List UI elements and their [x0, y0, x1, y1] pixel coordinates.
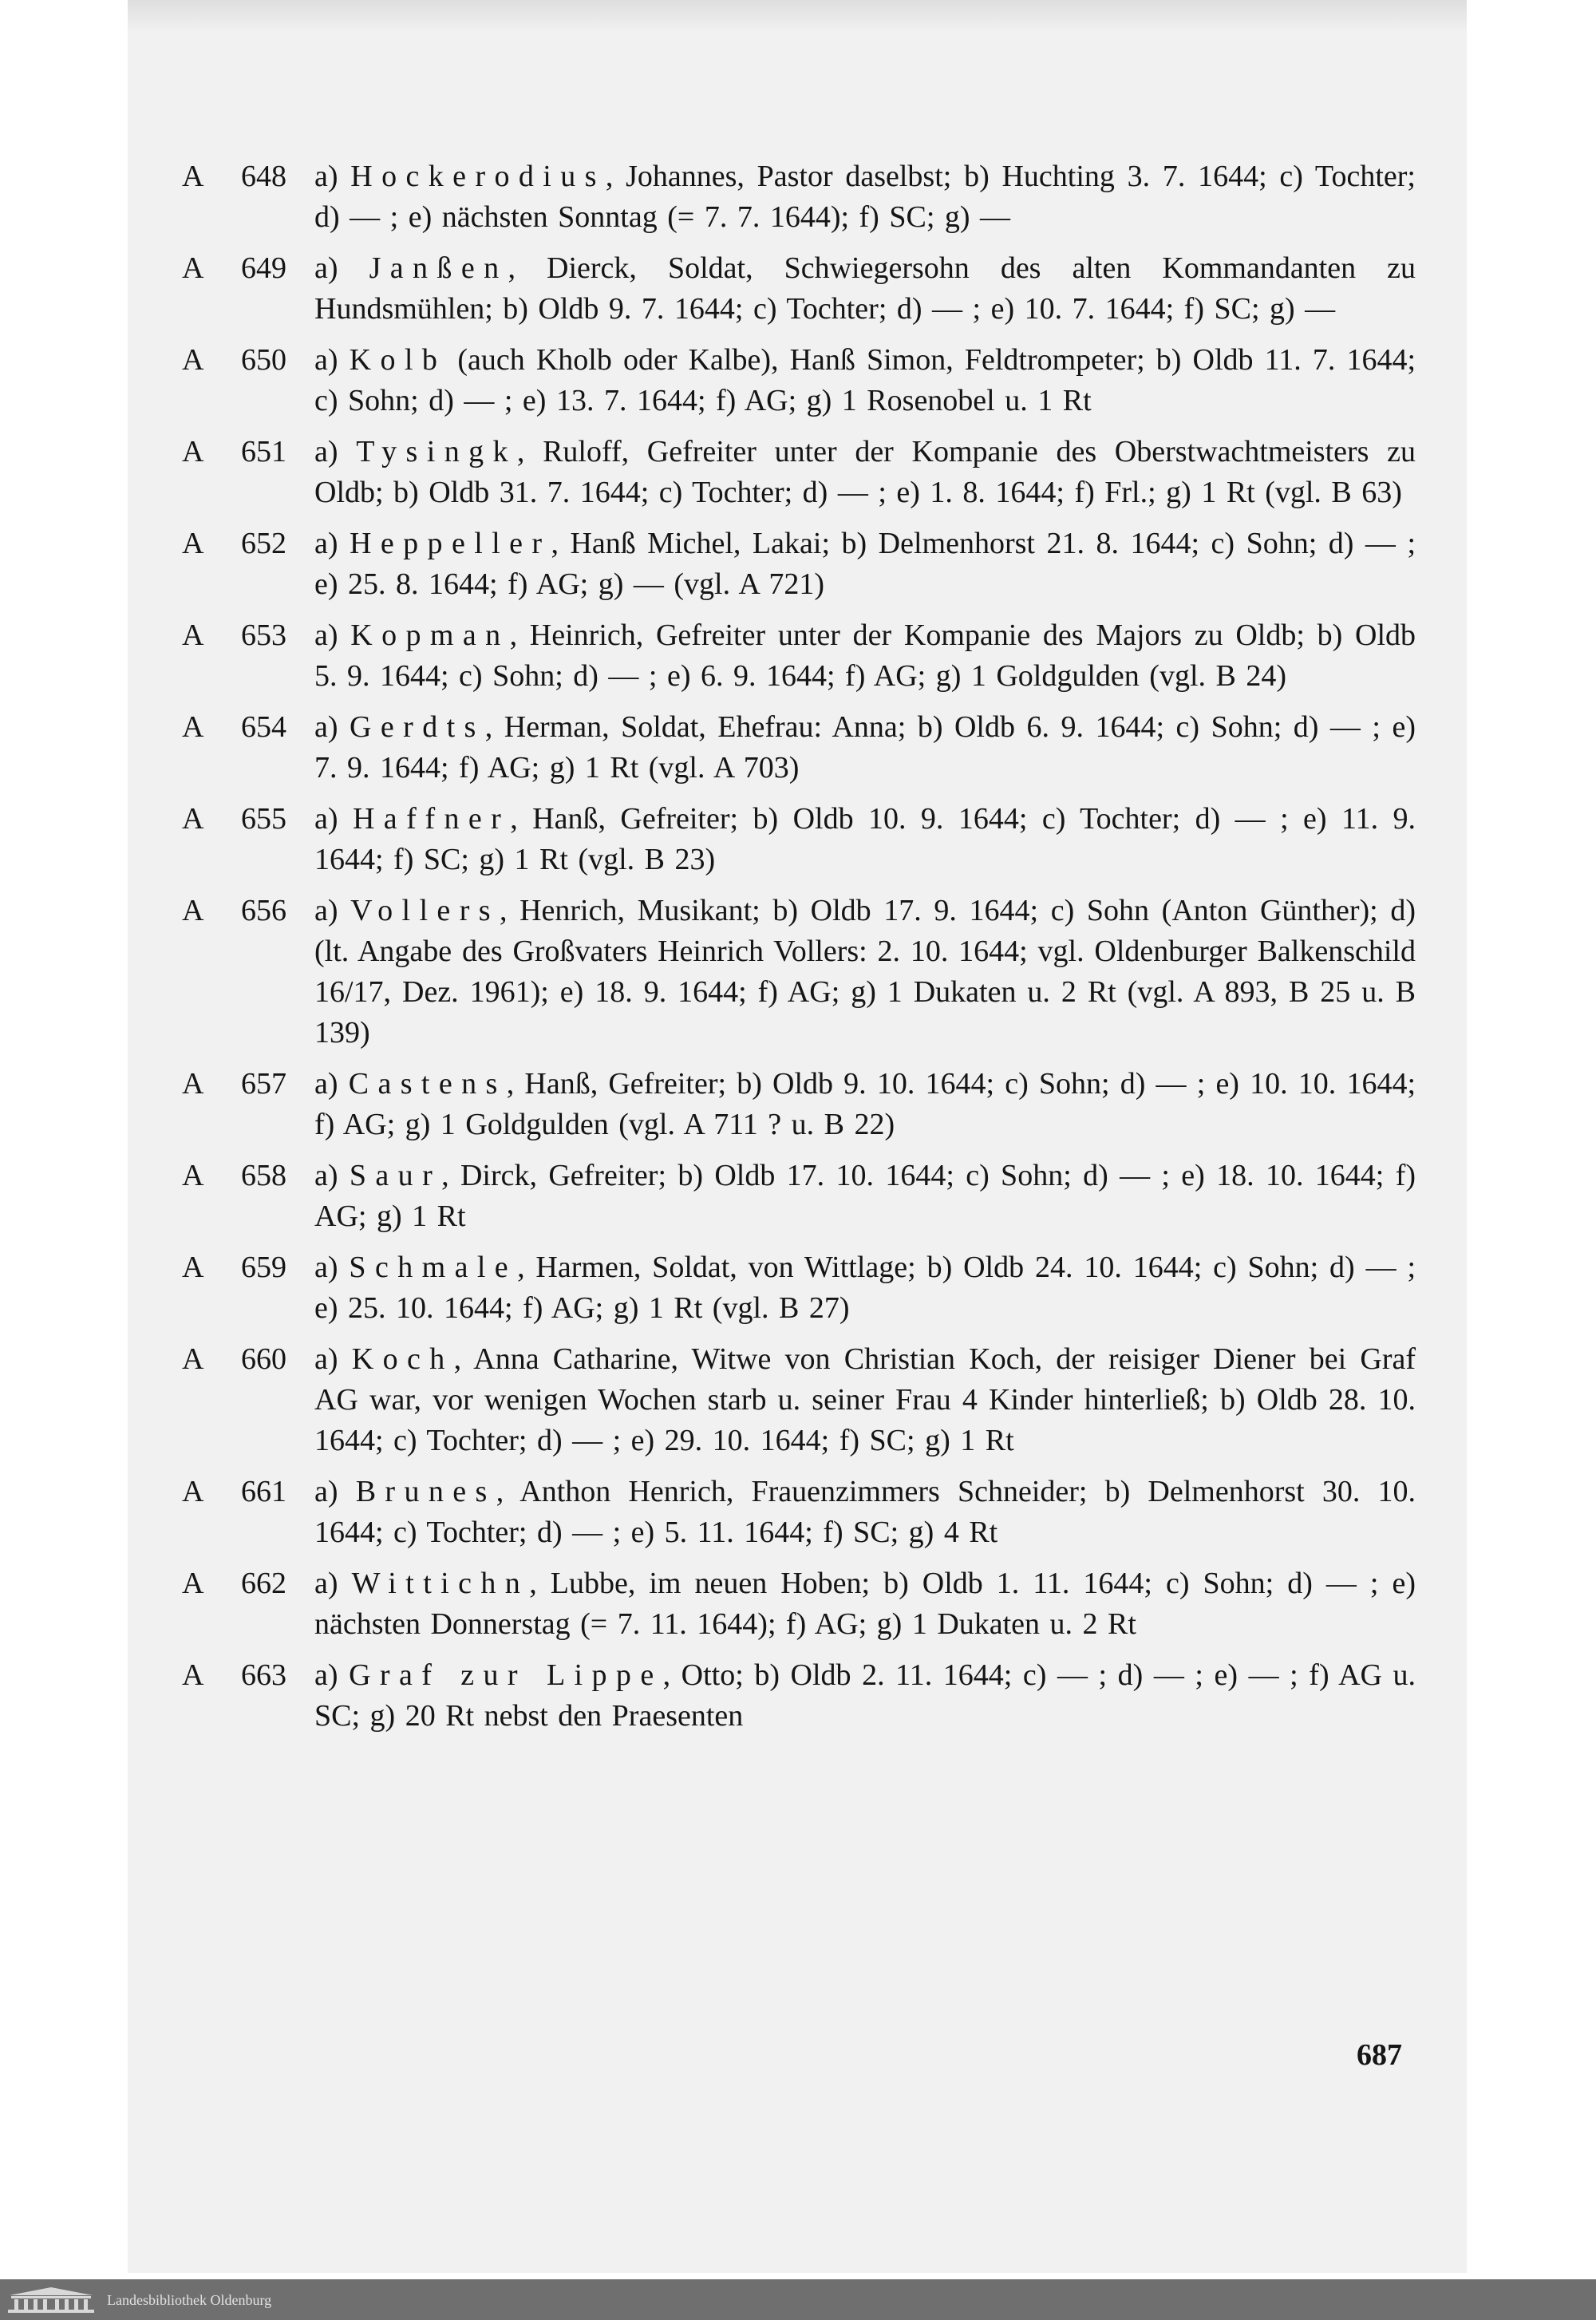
entry-663 [182, 1655, 1416, 1737]
entry-name: Castens [348, 1067, 507, 1101]
entry-657 [182, 1064, 1416, 1145]
entry-body [314, 1247, 1416, 1329]
entry-text: , Hanß, Gefreiter; b) Oldb 9. 10. 1644; c) Sohn; d) — ; e) 10. 10. 1644; f) AG; g) 1 Goldgulden (vgl. A 711 ? u. B 22) [314, 1067, 1416, 1141]
entry-lead: a) [314, 435, 338, 468]
entry-text: (auch Kholb oder Kalbe), Hanß Simon, Feldtrompeter; b) Oldb 11. 7. 1644; c) Sohn; d) — ; e) 13. 7. 1644; f) AG; g) 1 Rosenobel u. 1 Rt [314, 343, 1416, 417]
entry-prefix: A [182, 619, 204, 652]
entry-body [314, 707, 1416, 788]
entry-text: , Dirck, Gefreiter; b) Oldb 17. 10. 1644; c) Sohn; d) — ; e) 18. 10. 1644; f) AG; g) 1 Rt [314, 1159, 1416, 1233]
entry-654 [182, 707, 1416, 788]
entry-text: , Johannes, Pastor daselbst; b) Huchting 3. 7. 1644; c) Tochter; d) — ; e) nächsten Sonntag (= 7. 7. 1644); f) SC; g) — [314, 160, 1416, 234]
footer-bar [0, 2279, 1596, 2320]
entry-name: Janßen [369, 251, 508, 285]
entry-prefix: A [182, 710, 204, 744]
entry-name: Graf zur Lippe [349, 1658, 663, 1692]
page-top-shadow [128, 0, 1467, 32]
entry-name: Gerdts [350, 710, 485, 744]
entry-text: , Anthon Henrich, Frauenzimmers Schneider; b) Delmenhorst 30. 10. 1644; c) Tochter; d) — ; e) 5. 11. 1644; f) SC; g) 4 Rt [314, 1475, 1416, 1549]
entry-name: Haffner [352, 802, 511, 836]
entry-text: , Otto; b) Oldb 2. 11. 1644; c) — ; d) — ; e) — ; f) AG u. SC; g) 20 Rt nebst den Praesenten [314, 1658, 1416, 1733]
entry-text: , Henrich, Musikant; b) Oldb 17. 9. 1644; c) Sohn (Anton Günther); d) (lt. Angabe des Großvaters Heinrich Vollers: 2. 10. 1644; vgl. Oldenburger Balkenschild 16/17, Dez. 1961); e) 18. 9. 1644; f) AG; g) 1 Dukaten u. 2 Rt (vgl. A 893, B 25 u. B 139) [314, 894, 1416, 1049]
entry-number: 656 [241, 894, 286, 927]
entry-prefix: A [182, 435, 204, 468]
entry-lead: a) [314, 160, 338, 193]
entry-name: Saur [349, 1159, 442, 1192]
entry-lead: a) [314, 1067, 338, 1101]
entry-lead: a) [314, 1567, 338, 1600]
entry-name: Kopman [350, 619, 510, 652]
entry-body [314, 615, 1416, 697]
entry-661 [182, 1472, 1416, 1553]
entry-text: , Heinrich, Gefreiter unter der Kompanie des Majors zu Oldb; b) Oldb 5. 9. 1644; c) Sohn; d) — ; e) 6. 9. 1644; f) AG; g) 1 Goldgulden (vgl. B 24) [314, 619, 1416, 693]
entry-prefix: A [182, 1342, 204, 1376]
entry-number: 648 [241, 160, 286, 193]
entry-lead: a) [314, 1475, 338, 1508]
entry-lead: a) [314, 802, 338, 836]
entry-prefix: A [182, 251, 204, 285]
entry-text: , Harmen, Soldat, von Wittlage; b) Oldb 24. 10. 1644; c) Sohn; d) — ; e) 25. 10. 1644; f) AG; g) 1 Rt (vgl. B 27) [314, 1251, 1416, 1325]
entry-prefix: A [182, 160, 204, 193]
entry-659 [182, 1247, 1416, 1329]
entry-number: 657 [241, 1067, 286, 1101]
entry-number: 655 [241, 802, 286, 836]
entry-body [314, 156, 1416, 238]
entry-lead: a) [314, 1342, 338, 1376]
entry-lead: a) [314, 710, 338, 744]
entry-body [314, 1472, 1416, 1553]
entry-text: , Herman, Soldat, Ehefrau: Anna; b) Oldb 6. 9. 1644; c) Sohn; d) — ; e) 7. 9. 1644; f) AG; g) 1 Rt (vgl. A 703) [314, 710, 1416, 785]
entry-number: 661 [241, 1475, 286, 1508]
entry-body [314, 524, 1416, 605]
entry-prefix: A [182, 1251, 204, 1284]
entry-number: 662 [241, 1567, 286, 1600]
entry-658 [182, 1156, 1416, 1237]
entry-lead: a) [314, 1159, 338, 1192]
entry-662 [182, 1563, 1416, 1645]
entry-lead: a) [314, 1251, 338, 1284]
entry-body [314, 340, 1416, 421]
entry-text: , Ruloff, Gefreiter unter der Kompanie des Oberstwachtmeisters zu Oldb; b) Oldb 31. 7. 1644; c) Tochter; d) — ; e) 1. 8. 1644; f) Frl.; g) 1 Rt (vgl. B 63) [314, 435, 1416, 509]
entry-652 [182, 524, 1416, 605]
library-building-icon [6, 2286, 96, 2314]
entry-prefix: A [182, 1159, 204, 1192]
entry-body [314, 248, 1416, 330]
entry-text: , Lubbe, im neuen Hoben; b) Oldb 1. 11. 1644; c) Sohn; d) — ; e) nächsten Donnerstag (= 7. 11. 1644); f) AG; g) 1 Dukaten u. 2 Rt [314, 1567, 1416, 1641]
entry-number: 650 [241, 343, 286, 377]
entry-number: 649 [241, 251, 286, 285]
entry-prefix: A [182, 1475, 204, 1508]
entry-name: Kolb [349, 343, 447, 377]
entry-number: 654 [241, 710, 286, 744]
entry-number: 660 [241, 1342, 286, 1376]
entry-prefix: A [182, 1567, 204, 1600]
entry-lead: a) [314, 251, 338, 285]
entry-660 [182, 1339, 1416, 1461]
entry-name: Wittichn [351, 1567, 530, 1600]
entry-list [182, 156, 1416, 1747]
entry-lead: a) [314, 527, 338, 560]
entry-number: 659 [241, 1251, 286, 1284]
entry-number: 653 [241, 619, 286, 652]
entry-650 [182, 340, 1416, 421]
entry-648 [182, 156, 1416, 238]
entry-body [314, 1339, 1416, 1461]
entry-body [314, 799, 1416, 880]
entry-name: Heppeller [350, 527, 551, 560]
entry-lead: a) [314, 619, 338, 652]
entry-lead: a) [314, 343, 338, 377]
entry-lead: a) [314, 894, 338, 927]
entry-prefix: A [182, 527, 204, 560]
entry-body [314, 1156, 1416, 1237]
entry-name: Tysingk [356, 435, 517, 468]
entry-prefix: A [182, 1067, 204, 1101]
library-name[interactable]: Landesbibliothek Oldenburg [107, 2292, 272, 2308]
entry-653 [182, 615, 1416, 697]
entry-text: , Hanß Michel, Lakai; b) Delmenhorst 21. 8. 1644; c) Sohn; d) — ; e) 25. 8. 1644; f) AG; g) — (vgl. A 721) [314, 527, 1416, 601]
entry-lead: a) [314, 1658, 338, 1692]
entry-number: 658 [241, 1159, 286, 1192]
entry-name: Koch [351, 1342, 454, 1376]
entry-649 [182, 248, 1416, 330]
entry-name: Brunes [355, 1475, 496, 1508]
entry-number: 651 [241, 435, 286, 468]
entry-name: Vollers [350, 894, 500, 927]
entry-text: , Hanß, Gefreiter; b) Oldb 10. 9. 1644; c) Tochter; d) — ; e) 11. 9. 1644; f) SC; g) 1 Rt (vgl. B 23) [314, 802, 1416, 876]
entry-number: 663 [241, 1658, 286, 1692]
entry-body [314, 1064, 1416, 1145]
entry-656 [182, 891, 1416, 1053]
entry-655 [182, 799, 1416, 880]
entry-prefix: A [182, 802, 204, 836]
entry-name: Schmale [349, 1251, 518, 1284]
entry-number: 652 [241, 527, 286, 560]
entry-text: , Anna Catharine, Witwe von Christian Koch, der reisiger Diener bei Graf AG war, vor wenigen Wochen starb u. seiner Frau 4 Kinder hinterließ; b) Oldb 28. 10. 1644; c) Tochter; d) — ; e) 29. 10. 1644; f) SC; g) 1 Rt [314, 1342, 1416, 1457]
entry-651 [182, 432, 1416, 513]
entry-name: Hockerodius [350, 160, 606, 193]
entry-prefix: A [182, 894, 204, 927]
entry-body [314, 891, 1416, 1053]
entry-body [314, 1563, 1416, 1645]
entry-text: , Dierck, Soldat, Schwiegersohn des alten Kommandanten zu Hundsmühlen; b) Oldb 9. 7. 1644; c) Tochter; d) — ; e) 10. 7. 1644; f) SC; g) — [314, 251, 1416, 326]
entry-body [314, 432, 1416, 513]
entry-body [314, 1655, 1416, 1737]
page-number: 687 [1357, 2038, 1402, 2072]
entry-prefix: A [182, 343, 204, 377]
entry-prefix: A [182, 1658, 204, 1692]
